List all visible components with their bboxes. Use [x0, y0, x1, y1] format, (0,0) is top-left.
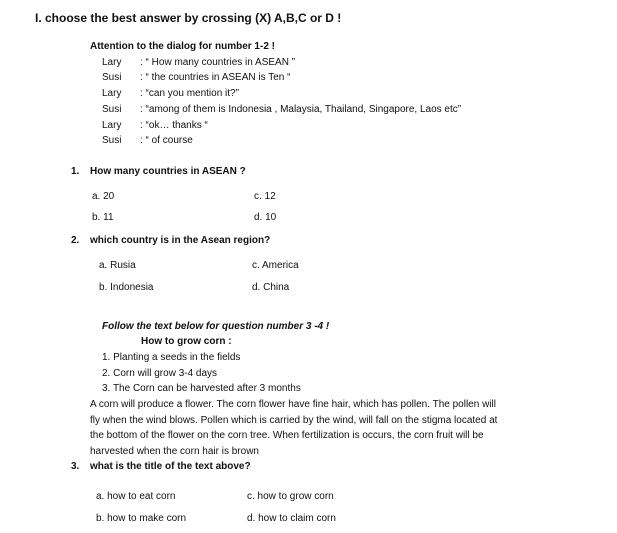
passage-step: 2. Corn will grow 3-4 days	[102, 368, 218, 379]
passage-paragraph-line: the bottom of the flower on the corn tree. When fertilization is occurs, the corn fruit will be	[90, 430, 484, 441]
q1-option-a[interactable]: a. 20	[92, 191, 115, 202]
question-number: 2.	[71, 235, 80, 246]
dialog-line: : “ok… thanks “	[140, 120, 208, 131]
passage-step: 1. Planting a seeds in the fields	[102, 352, 241, 363]
dialog-speaker: Lary	[102, 120, 122, 131]
q2-option-a[interactable]: a. Rusia	[99, 260, 136, 271]
passage-step: 3. The Corn can be harvested after 3 months	[102, 383, 301, 394]
question-number: 1.	[71, 166, 80, 177]
instruction-heading: I. choose the best answer by crossing (X) A,B,C or D !	[35, 11, 342, 25]
passage-paragraph-line: harvested when the corn hair is brown	[90, 446, 259, 457]
q1-option-b[interactable]: b. 11	[92, 212, 114, 223]
dialog-speaker: Susi	[102, 104, 122, 115]
q3-option-c[interactable]: c. how to grow corn	[247, 491, 334, 502]
dialog-speaker: Susi	[102, 72, 122, 83]
dialog-line: : “ the countries in ASEAN is Ten “	[140, 72, 291, 83]
dialog-intro: Attention to the dialog for number 1-2 !	[90, 41, 275, 52]
q3-option-d[interactable]: d. how to claim corn	[247, 513, 336, 524]
passage-title: How to grow corn :	[141, 336, 232, 347]
passage-intro: Follow the text below for question number 3 -4 !	[102, 321, 330, 332]
dialog-line: : “ of course	[140, 135, 193, 146]
q1-option-d[interactable]: d. 10	[254, 212, 277, 223]
dialog-speaker: Susi	[102, 135, 122, 146]
q1-option-c[interactable]: c. 12	[254, 191, 276, 202]
dialog-speaker: Lary	[102, 57, 122, 68]
dialog-speaker: Lary	[102, 88, 122, 99]
q2-option-b[interactable]: b. Indonesia	[99, 282, 154, 293]
q3-option-b[interactable]: b. how to make corn	[96, 513, 187, 524]
question-1-text: How many countries in ASEAN ?	[90, 166, 246, 177]
question-3-text: what is the title of the text above?	[90, 461, 251, 472]
question-number: 3.	[71, 461, 80, 472]
passage-paragraph-line: fly when the wind blows. Pollen which is carried by the wind, will fall on the stigma located at	[90, 415, 498, 426]
question-2-text: which country is in the Asean region?	[90, 235, 271, 246]
passage-paragraph-line: A corn will produce a flower. The corn flower have fine hair, which has pollen. The pollen will	[90, 399, 496, 410]
q2-option-d[interactable]: d. China	[252, 282, 290, 293]
dialog-line: : “among of them is Indonesia , Malaysia, Thailand, Singapore, Laos etc”	[140, 104, 462, 115]
dialog-line: : “ How many countries in ASEAN ”	[140, 57, 296, 68]
q2-option-c[interactable]: c. America	[252, 260, 299, 271]
dialog-line: : “can you mention it?”	[140, 88, 239, 99]
q3-option-a[interactable]: a. how to eat corn	[96, 491, 176, 502]
